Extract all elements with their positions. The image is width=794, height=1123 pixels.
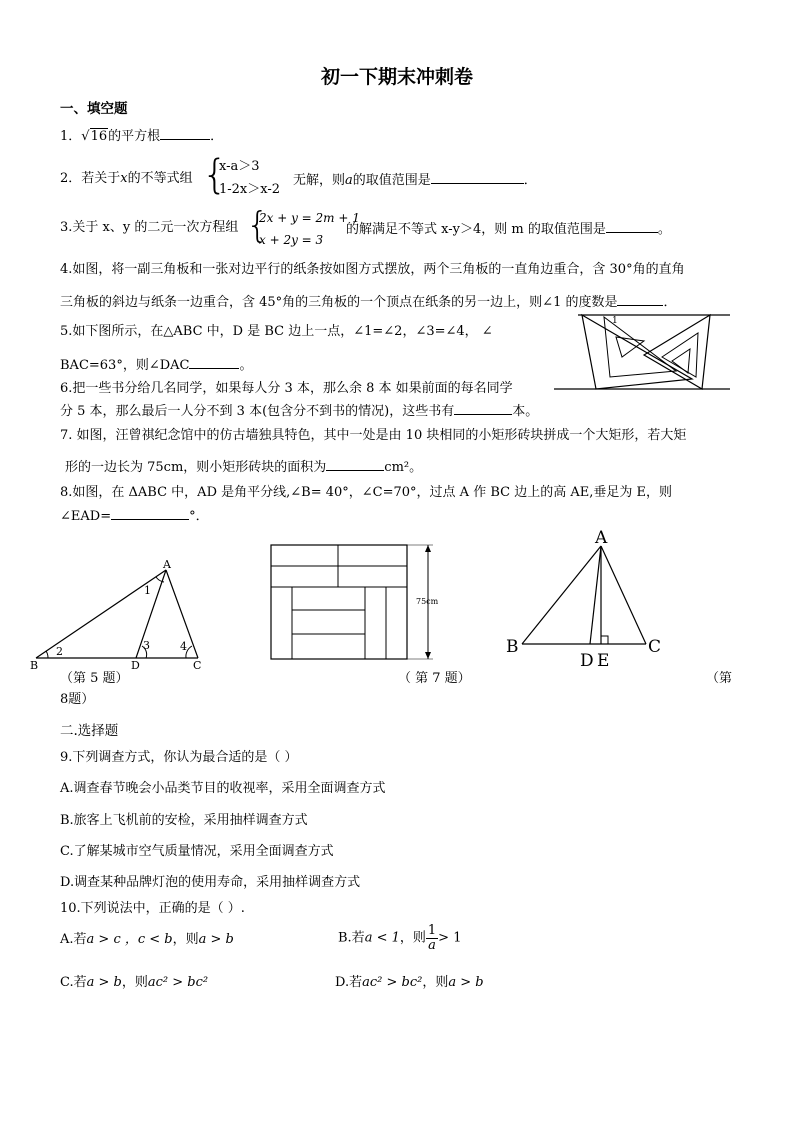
q7-answer-blank[interactable] xyxy=(326,458,384,471)
q2-tail: 的取值范围是 xyxy=(352,173,431,188)
q10-b-numerator: 1 xyxy=(427,923,437,938)
q1-prefix: 1． xyxy=(60,129,82,144)
q2-var-x: x xyxy=(120,171,128,186)
q4-line2-text: 三角板的斜边与纸条一边重合，含 45°角的三角板的一个顶点在纸条的另一边上，则∠1 的度数是 xyxy=(60,295,618,310)
q3-end: 。 xyxy=(657,222,671,237)
q7-line2-text: 形的一边长为 75cm，则小矩形砖块的面积为 xyxy=(65,460,327,475)
section-heading-choice: 二.选择题 xyxy=(60,723,119,739)
q10-b-result: > 1 xyxy=(438,930,462,946)
q10-b-denominator: a xyxy=(428,938,436,953)
figure-5-triangle xyxy=(26,556,216,672)
svg-text:1: 1 xyxy=(612,316,618,326)
fig5-label-c: C xyxy=(193,659,202,672)
brace-icon: { xyxy=(202,152,228,198)
fig5-angle-4: 4 xyxy=(180,640,187,653)
question-9-stem: 9.下列调查方式，你认为最合适的是（ ） xyxy=(60,750,298,765)
q10-option-d[interactable] xyxy=(335,975,484,991)
question-3-prefix: 3.关于 x、y 的二元一次方程组 xyxy=(60,220,239,235)
fig8-label-c: C xyxy=(648,637,662,657)
question-2-text xyxy=(60,171,193,187)
q3-tail: 的解满足不等式 x-y＞4，则 m 的取值范围是 xyxy=(346,222,606,237)
q2-mid: 的不等式组 xyxy=(127,171,193,186)
q9-option-a[interactable]: A.调查春节晚会小品类节目的收视率，采用全面调查方式 xyxy=(60,781,386,796)
sqrt-icon: √ xyxy=(81,129,90,144)
q2-system-line2: 1-2x＞x-2 xyxy=(219,182,281,197)
q3-answer-blank[interactable] xyxy=(606,220,658,233)
fig5-label-d: D xyxy=(131,659,140,672)
q3-equation-1: 2x + y = 2m + 1 xyxy=(259,211,360,225)
question-4-line1: 4.如图，将一副三角板和一张对边平行的纸条按如图方式摆放，两个三角板的一直角边重合，含 30°角的直角 xyxy=(60,262,685,277)
question-7-line2 xyxy=(65,458,422,476)
q10-d-result: a > b xyxy=(448,975,484,990)
question-5-line2 xyxy=(60,356,253,374)
q10-a-then: ，则 xyxy=(172,932,199,947)
q1-answer-blank[interactable] xyxy=(160,127,210,140)
q1-end: ． xyxy=(210,129,224,144)
question-6-line2 xyxy=(60,402,538,420)
question-8-line1: 8.如图，在 ΔABC 中，AD 是角平分线,∠B= 40°，∠C=70°，过点 A 作 BC 边上的高 AE,垂足为 E，则 xyxy=(60,485,672,500)
q2-after: 无解，则 xyxy=(293,173,346,188)
q8-answer-blank[interactable] xyxy=(111,507,189,520)
q4-answer-blank[interactable] xyxy=(617,293,663,306)
figure-8-triangle xyxy=(500,526,670,672)
q9-option-b[interactable]: B.旅客上飞机前的安检，采用抽样调查方式 xyxy=(60,813,308,828)
q1-radicand: 16 xyxy=(90,129,108,144)
question-3-tail xyxy=(346,220,671,238)
fig8-label-d: D xyxy=(580,651,594,671)
q10-b-if: B.若 xyxy=(338,930,365,946)
q5-line2-text: BAC=63°，则∠DAC xyxy=(60,358,190,373)
q4-end: ． xyxy=(663,295,677,310)
q5-end: 。 xyxy=(239,358,253,373)
q2-answer-blank[interactable] xyxy=(431,171,524,184)
q2-end: ． xyxy=(523,173,537,188)
page-title: 初一下期末冲刺卷 xyxy=(320,66,473,88)
section-heading-fill-blank: 一、填空题 xyxy=(60,101,128,117)
caption-figure-8-part1: （第 xyxy=(706,671,733,686)
q9-option-c[interactable]: C.了解某城市空气质量情况，采用全面调查方式 xyxy=(60,844,334,859)
brace-icon: { xyxy=(246,205,269,246)
q9-option-d[interactable]: D.调查某种品牌灯泡的使用寿命，采用抽样调查方式 xyxy=(60,875,361,890)
q10-a-result: a > b xyxy=(198,932,234,947)
fig5-angle-1: 1 xyxy=(144,584,151,597)
q10-option-b[interactable] xyxy=(338,924,461,953)
question-7-line1: 7. 如图，汪曾祺纪念馆中的仿古墙独具特色，其中一处是由 10 块相同的小矩形砖块拼成一个大矩形，若大矩 xyxy=(60,428,687,443)
q10-a-if: A.若 xyxy=(60,932,87,947)
q10-b-then: ，则 xyxy=(399,930,426,946)
question-2-tail xyxy=(293,171,537,189)
q6-end: 本。 xyxy=(512,404,539,419)
q7-end: cm²。 xyxy=(384,460,423,475)
q10-c-cond: a > b xyxy=(86,975,122,990)
q2-var-a: a xyxy=(345,173,353,188)
q2-system-line1: x-a＞3 xyxy=(219,159,260,174)
q1-suffix: 的平方根 xyxy=(108,129,161,144)
q10-c-then: ，则 xyxy=(121,975,148,990)
q6-line2-text: 分 5 本，那么最后一人分不到 3 本(包含分不到书的情况)，这些书有 xyxy=(60,404,455,419)
fig8-label-b: B xyxy=(506,637,519,657)
fig8-label-e: E xyxy=(597,651,610,671)
figure-7-brick-wall xyxy=(268,542,444,662)
q10-a-cond: a > c ，c < b xyxy=(86,932,173,947)
q4-figure xyxy=(552,307,734,395)
q8-line2-text: ∠EAD= xyxy=(60,509,112,524)
q5-answer-blank[interactable] xyxy=(189,356,239,369)
q10-option-c[interactable] xyxy=(60,975,208,991)
q6-answer-blank[interactable] xyxy=(454,402,512,415)
fig5-angle-3: 3 xyxy=(143,639,150,652)
question-8-line2 xyxy=(60,507,209,525)
caption-figure-8-part2: 8题） xyxy=(60,692,95,707)
fig5-angle-2: 2 xyxy=(56,645,63,658)
q10-option-a[interactable] xyxy=(60,932,234,948)
question-10-stem: 10.下列说法中，正确的是（ ）. xyxy=(60,901,245,916)
q10-c-if: C.若 xyxy=(60,975,87,990)
fig8-label-a: A xyxy=(595,528,608,548)
q3-equation-2: x + 2y = 3 xyxy=(259,233,324,247)
q10-c-result: ac² > bc² xyxy=(147,975,209,990)
q8-end: °． xyxy=(189,509,209,524)
q10-d-if: D.若 xyxy=(335,975,363,990)
caption-figure-5: （第 5 题） xyxy=(60,671,129,686)
caption-figure-7: （ 第 7 题） xyxy=(398,671,471,686)
q10-b-fraction xyxy=(426,924,438,953)
fig5-label-a: A xyxy=(163,558,171,571)
q10-b-cond: a < 1 xyxy=(364,930,400,946)
q10-d-cond: ac² > bc² xyxy=(362,975,423,990)
question-6-line1: 6.把一些书分给几名同学，如果每人分 3 本，那么余 8 本 如果前面的每名同学 xyxy=(60,381,513,396)
fig5-label-b: B xyxy=(30,659,39,672)
question-5-line1: 5.如下图所示，在△ABC 中，D 是 BC 边上一点，∠1=∠2，∠3=∠4， ∠ xyxy=(60,324,493,339)
fig7-length-label: 75cm xyxy=(416,597,439,606)
q2-prefix: 2．若关于 xyxy=(60,171,121,186)
q10-d-then: ，则 xyxy=(422,975,449,990)
question-1 xyxy=(60,127,223,145)
